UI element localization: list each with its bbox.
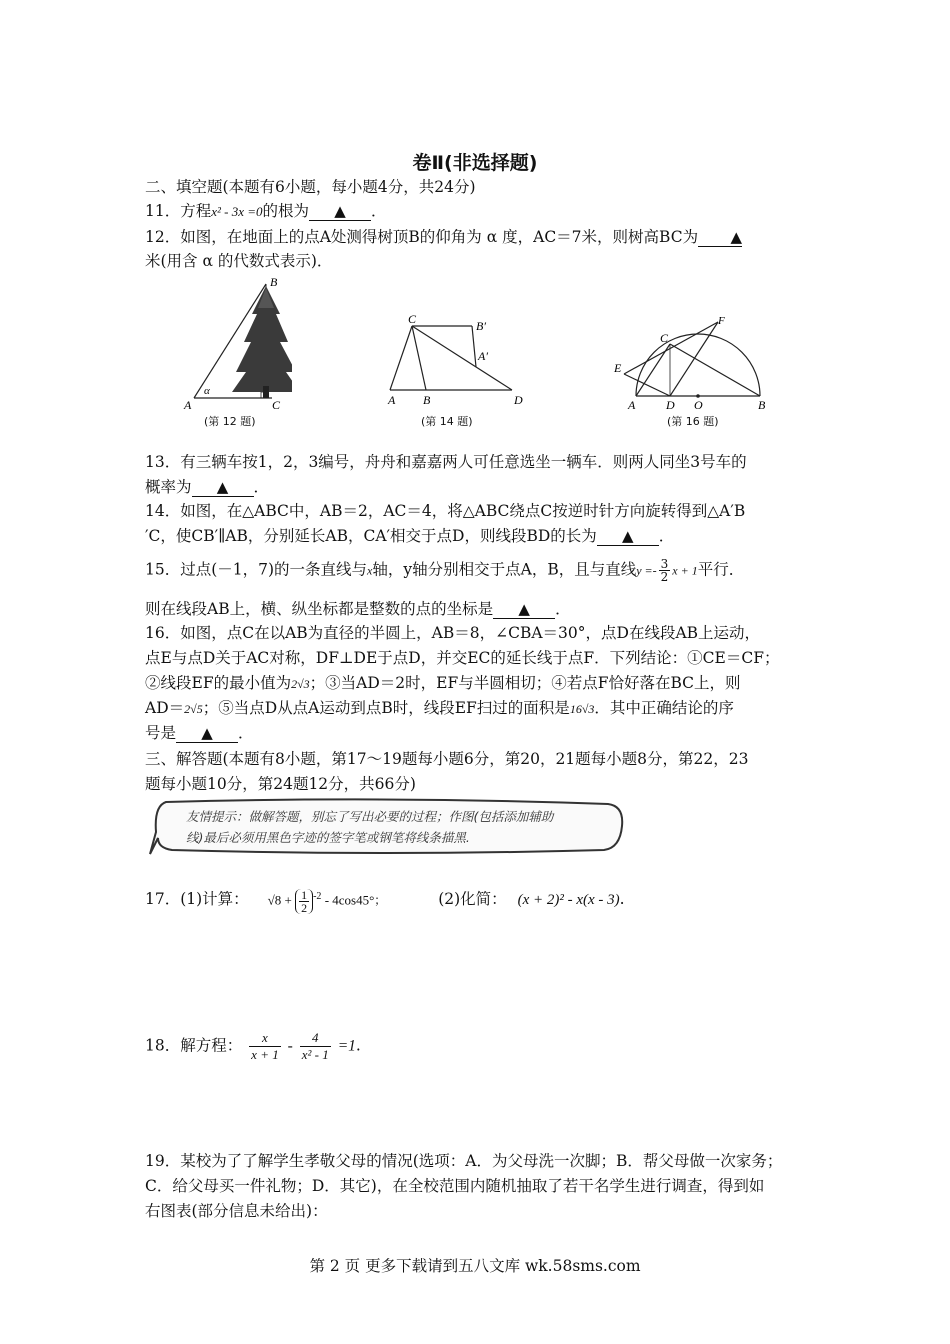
fig16-caption: (第 16 题) [667, 415, 719, 428]
tip-text: 友情提示：做解答题，别忘了写出必要的过程；作图(包括添加辅助 线)最后必须用黑色字迹的签字笔或钢笔将线条描黑. [186, 809, 554, 845]
answer-blank: ▲ [192, 478, 254, 497]
question-15: 15．过点(－1，7)的一条直线与x轴，y轴分别相交于点A，B，且与直线y =- $\frac{3}{2}$ x + 1平行． [145, 557, 745, 584]
question-17: 17．(1)计算： √8 + $\frac{1}{2}$ $^{-2}$ - 4cos45°； (2)化简： (x + 2)² - x(x - 3). [145, 887, 625, 915]
question-12: 12．如图，在地面上的点A处测得树顶B的仰角为 α 度，AC＝7米，则树高BC为 ▲ [145, 228, 743, 246]
question-18: 18．解方程： $\frac{x}{x + 1}$ - $\frac{4}{\text{x² - 1}}$ =1. [145, 1030, 361, 1062]
fig16-label-E: E [614, 361, 622, 375]
fig12-label-alpha: α [204, 385, 210, 397]
fig12-label-A: A [184, 398, 192, 412]
question-13-line2: 概率为 ▲ ． [145, 478, 270, 496]
question-14-line2: ′C，使CB′∥AB，分别延长AB，CA′相交于点D，则线段BD的长为 ▲ ． [145, 527, 675, 545]
answer-blank: ▲ [176, 724, 238, 743]
fig14-label-D: D [514, 393, 523, 407]
question-12-line2: 米(用含 α 的代数式表示)． [145, 252, 333, 270]
equation: x² - 3x =0 [211, 204, 263, 219]
fraction: $\frac{3}{2}$ [660, 557, 669, 584]
question-15-line2: 则在线段AB上，横、纵坐标都是整数的点的坐标是 ▲ ． [145, 600, 571, 618]
fig14-label-B: B [423, 393, 431, 407]
page-title: 卷Ⅱ(非选择题) [412, 152, 538, 174]
question-16-line3: ②线段EF的最小值为2√3；③当AD＝2时，EF与半圆相切；④若点F恰好落在BC上，则 [145, 674, 741, 692]
answer-blank: ▲ [698, 228, 742, 247]
fig12-label-B: B [270, 275, 278, 289]
fig12-caption: (第 12 题) [204, 415, 256, 428]
figure-14 [380, 312, 530, 412]
question-16-line5: 号是 ▲ ． [145, 724, 254, 742]
fig16-label-O: O [694, 398, 703, 412]
question-19-line2: C．给父母买一件礼物；D．其它)，在全校范围内随机抽取了若干名学生进行调查，得到如 [145, 1177, 765, 1195]
question-19: 19．某校为了了解学生孝敬父母的情况(选项：A．为父母洗一次脚；B．帮父母做一次家务； [145, 1152, 783, 1170]
section3-header: 三、解答题(本题有8小题，第17～19题每小题6分，第20，21题每小题8分，第22，23 [145, 750, 749, 768]
q17-expression-2: (x + 2)² - x(x - 3) [517, 891, 620, 908]
fig16-label-D: D [666, 398, 675, 412]
figure-12 [172, 274, 292, 414]
fig14-label-A: A [388, 393, 396, 407]
question-16-line4: AD＝2√5；⑤当点D从点A运动到点B时，线段EF扫过的面积是16√3．其中正确结论的序 [145, 699, 734, 717]
fig16-label-B: B [758, 398, 766, 412]
section3-header-line2: 题每小题10分，第24题12分，共66分) [145, 775, 416, 793]
fig16-label-F: F [718, 316, 725, 327]
fraction: $\frac{x}{x + 1}$ [251, 1030, 279, 1062]
q17-expression-1: √8 + $\frac{1}{2}$ $^{-2}$ - 4cos45° [267, 887, 375, 915]
figure-16 [612, 316, 772, 412]
fig16-label-C: C [660, 331, 669, 345]
question-19-line3: 右图表(部分信息未给出)： [145, 1202, 328, 1220]
question-16-line2: 点E与点D关于AC对称，DF⊥DE于点D，并交EC的延长线于点F．下列结论：①CE＝CF； [145, 649, 780, 667]
fig14-label-Bp: B′ [476, 319, 486, 333]
section2-header: 二、填空题(本题有6小题，每小题4分，共24分) [145, 178, 476, 196]
fraction: $\frac{4}{\text{x² - 1}}$ [301, 1030, 329, 1062]
answer-blank: ▲ [597, 527, 659, 546]
question-13: 13．有三辆车按1，2，3编号，舟舟和嘉嘉两人可任意选坐一辆车．则两人同坐3号车的 [145, 453, 747, 471]
answer-blank: ▲ [493, 600, 555, 619]
fig12-label-C: C [272, 398, 281, 412]
question-16: 16．如图，点C在以AB为直径的半圆上，AB＝8，∠CBA＝30°，点D在线段AB上运动， [145, 624, 761, 642]
question-11: 11．方程x² - 3x =0的根为 ▲ ． [145, 202, 387, 220]
answer-blank: ▲ [309, 202, 371, 221]
fig16-label-A: A [628, 398, 636, 412]
page-footer: 第 2 页 更多下载请到五八文库 wk.58sms.com [309, 1257, 641, 1275]
fig14-label-Ap: A′ [478, 349, 488, 363]
fig14-label-C: C [408, 312, 417, 326]
fig14-caption: (第 14 题) [421, 415, 473, 428]
question-14: 14．如图，在△ABC中，AB＝2，AC＝4，将△ABC绕点C按逆时针方向旋转得到△A′B [145, 502, 746, 520]
tree-icon [232, 286, 292, 398]
